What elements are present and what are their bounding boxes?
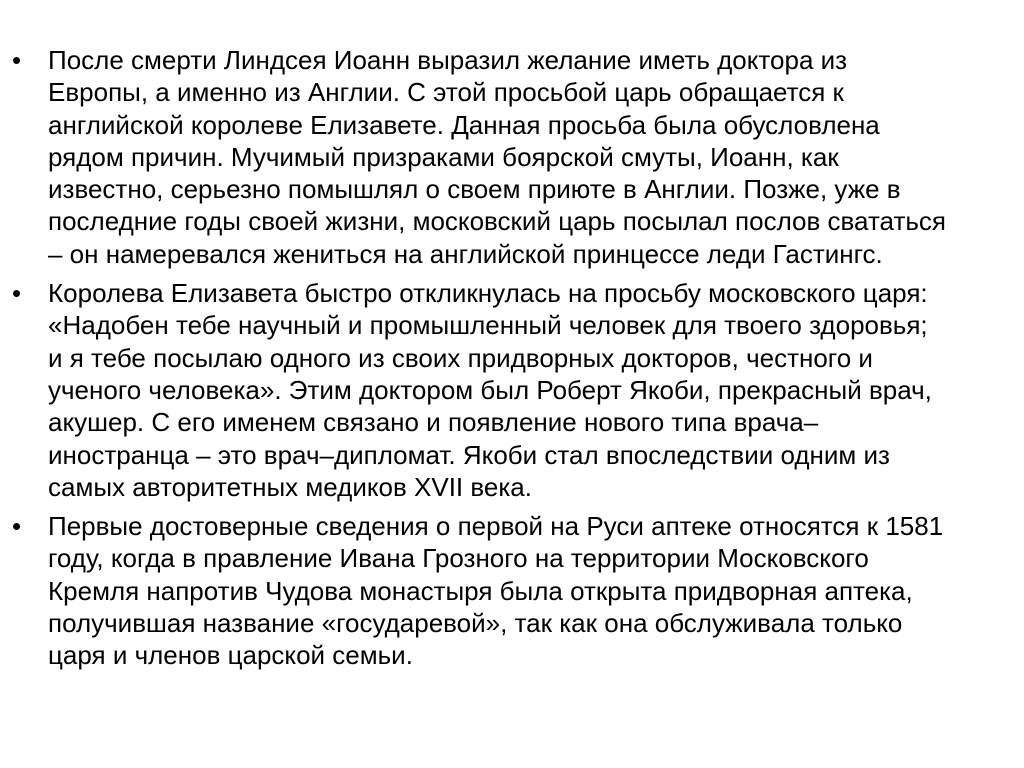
text-line: «Надобен тебе научный и промышленный человек для твоего здоровья; bbox=[48, 310, 928, 341]
text-line: Первые достоверные сведения о первой на Руси аптеке относятся к 1581 bbox=[48, 511, 944, 542]
text-line: – он намеревался жениться на английской принцессе леди Гастингс. bbox=[48, 238, 883, 269]
bullet-text bbox=[48, 44, 1000, 270]
bullet-dot-icon: • bbox=[12, 511, 22, 542]
bullet-dot-icon: • bbox=[12, 278, 22, 309]
text-line: ученого человека». Этим доктором был Роберт Якоби, прекрасный врач, bbox=[48, 374, 932, 405]
text-line: рядом причин. Мучимый призраками боярской смуты, Иоанн, как bbox=[48, 141, 839, 172]
text-line: иностранца – это врач–дипломат. Якоби стал впоследствии одним из bbox=[48, 439, 890, 470]
text-line: самых авторитетных медиков XVII века. bbox=[48, 471, 532, 502]
text-line: году, когда в правление Ивана Грозного на территории Московского bbox=[48, 543, 869, 574]
text-line: английской королеве Елизавете. Данная просьба была обусловлена bbox=[48, 109, 880, 140]
text-line: последние годы своей жизни, московский царь посылал послов свататься bbox=[48, 206, 946, 237]
text-line: царя и членов царской семьи. bbox=[48, 640, 413, 671]
bullet-item bbox=[10, 44, 1000, 270]
text-line: Европы, а именно из Англии. С этой просьбой царь обращается к bbox=[48, 77, 844, 108]
text-line: После смерти Линдсея Иоанн выразил желание иметь доктора из bbox=[48, 45, 848, 75]
text-line: получившая название «государевой», так как она обслуживала только bbox=[48, 608, 903, 639]
bullet-list bbox=[10, 44, 1000, 679]
bullet-item bbox=[10, 277, 1000, 503]
bullet-text bbox=[48, 510, 1000, 671]
text-line: и я тебе посылаю одного из своих придворных докторов, честного и bbox=[48, 342, 873, 373]
text-line: Королева Елизавета быстро откликнулась на просьбу московского царя: bbox=[48, 278, 928, 309]
text-line: Кремля напротив Чудова монастыря была открыта придворная аптека, bbox=[48, 575, 913, 606]
bullet-dot-icon: • bbox=[12, 45, 22, 75]
text-line: известно, серьезно помышлял о своем приюте в Англии. Позже, уже в bbox=[48, 174, 901, 205]
bullet-item bbox=[10, 510, 1000, 671]
text-line: акушер. С его именем связано и появление нового типа врача– bbox=[48, 407, 819, 438]
bullet-text bbox=[48, 277, 1000, 503]
